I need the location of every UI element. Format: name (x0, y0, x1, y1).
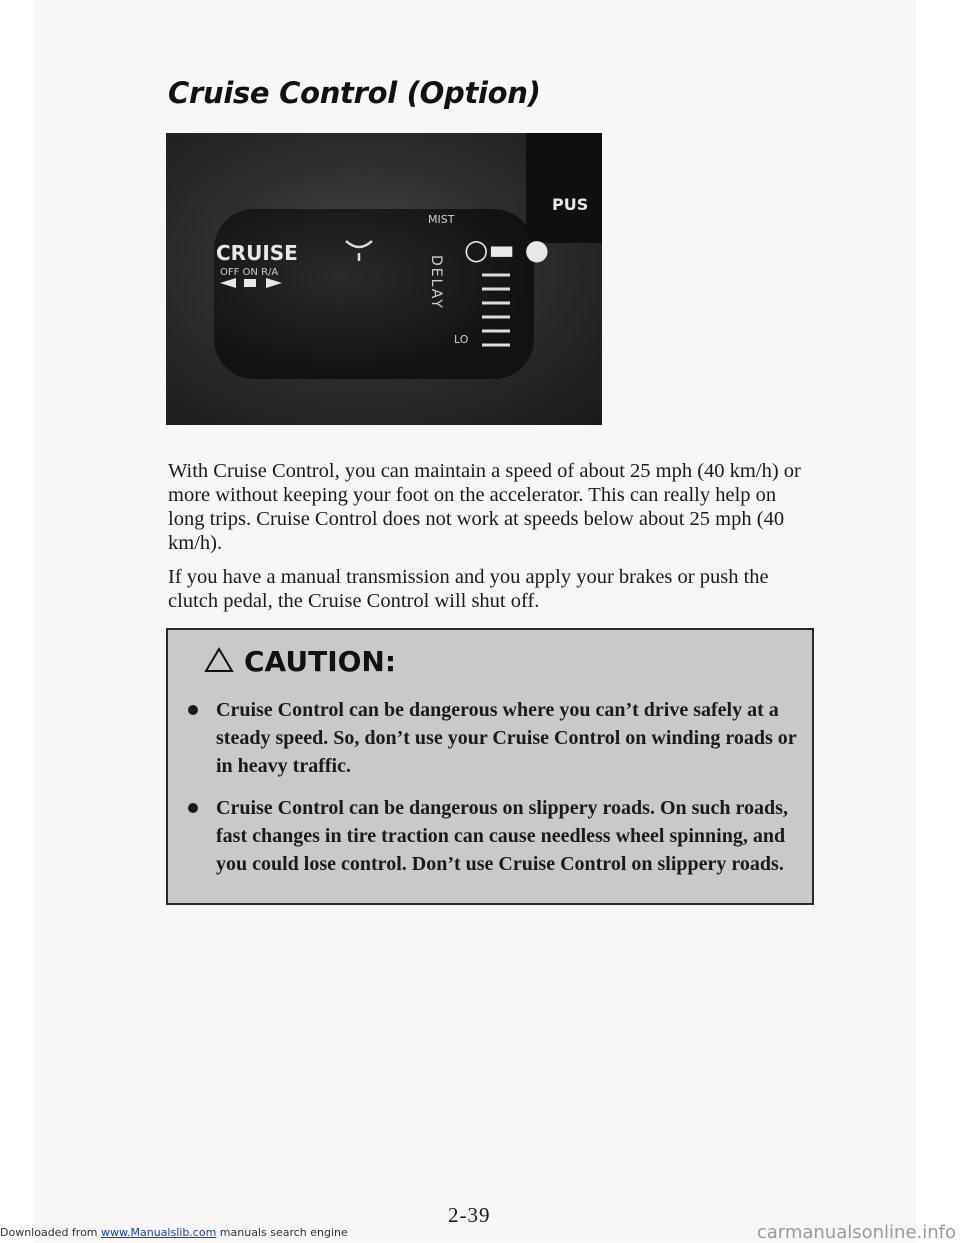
manualslib-link[interactable]: www.Manualslib.com (101, 1226, 217, 1239)
warning-triangle-icon (204, 647, 234, 673)
mist-label: MIST (428, 213, 455, 226)
wiper-icon (344, 237, 374, 263)
delay-bars-icon (482, 271, 512, 351)
caution-item (188, 696, 798, 780)
push-label: PUS (552, 195, 589, 214)
caution-item-text: Cruise Control can be dangerous where you can’t drive safely at a steady speed. So, don’t use your Cruise Control on winding roads or in heavy traffic. (216, 699, 797, 777)
caution-list (188, 696, 798, 892)
washer-button (526, 133, 602, 243)
site-watermark: carmanualsonline.info (756, 1222, 956, 1243)
page-title: Cruise Control (Option) (168, 76, 541, 110)
delay-label: DELAY (428, 255, 444, 310)
cruise-control-photo (166, 133, 602, 425)
caution-heading-text: CAUTION: (244, 645, 397, 678)
download-banner (0, 1226, 348, 1239)
cruise-arrows-icon (218, 277, 284, 289)
manual-transmission-paragraph: If you have a manual transmission and you apply your brakes or push the clutch pedal, the Cruise Control will shut off. (168, 566, 769, 612)
caution-box (166, 628, 814, 905)
bullet-icon (188, 705, 198, 715)
lo-label: LO (454, 333, 469, 346)
banner-suffix: manuals search engine (216, 1226, 348, 1239)
cruise-positions-label: OFF ON R/A (220, 267, 279, 278)
page-number: 2-39 (448, 1203, 491, 1227)
intro-paragraph: With Cruise Control, you can maintain a speed of about 25 mph (40 km/h) or more without keeping your foot on the accelerator. This can really help on long trips. Cruise Control does not work at speeds below about 25 mph (40 km/h). (168, 460, 801, 554)
bullet-icon (188, 803, 198, 813)
caution-item-text: Cruise Control can be dangerous on slippery roads. On such roads, fast changes in tire traction can cause needless wheel spinning, and you could lose control. Don’t use Cruise Control on slippery roads. (216, 797, 788, 875)
washer-indicator-icon: ○▬ ● (464, 233, 550, 266)
banner-prefix: Downloaded from (0, 1226, 98, 1239)
caution-item (188, 794, 798, 878)
cruise-label: CRUISE (216, 241, 298, 265)
caution-heading (204, 645, 396, 678)
